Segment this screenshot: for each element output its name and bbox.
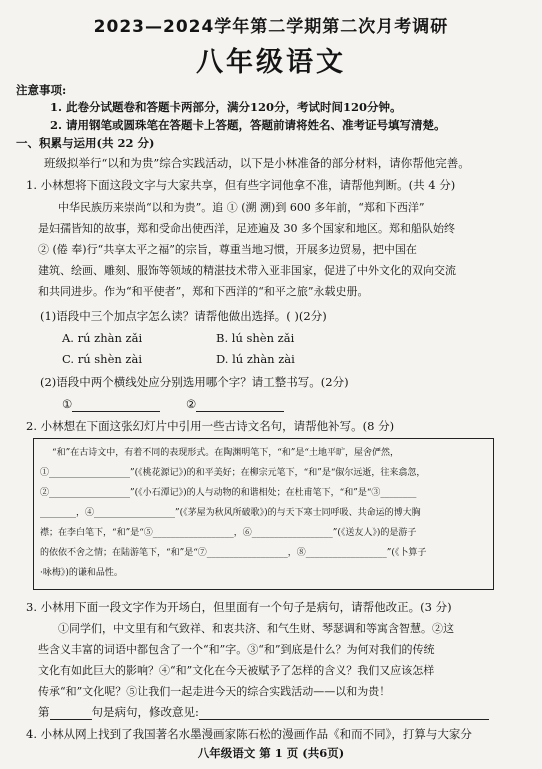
q1-passage-line: 中华民族历来崇尚“以和为贵”。追 ① (溯 溯)到 600 多年前，“郑和下西洋” (58, 201, 425, 214)
option-a[interactable]: A. rú zhàn zǎi (62, 331, 143, 345)
q3-answer-line[interactable] (38, 705, 489, 720)
q3-passage-line: ①同学们，中文里有和气致祥、和衷共济、和气生财、琴瑟调和等寓含智慧。②这 (58, 622, 454, 635)
section-intro: 班级拟举行“以和为贵”综合实践活动，以下是小林准备的部分材料，请你帮他完善。 (44, 156, 470, 170)
notes-item-1: 1. 此卷分试题卷和答题卡两部分，满分120分，考试时间120分钟。 (50, 100, 402, 114)
blank-line (72, 399, 160, 412)
slide-line: 的依依不舍之情；在陆游笔下，“和”是“⑦__________________，⑧__________________”(《卜算子 (40, 548, 427, 558)
notes-heading: 注意事项: (16, 83, 67, 97)
exam-title: 2023—2024学年第二学期第二次月考调研 (93, 17, 449, 37)
q1-sub2: (2)语段中两个横线处应分别选用哪个字？请工整书写。(2分) (40, 375, 349, 389)
subject-title: 八年级语文 (196, 47, 346, 78)
q1-stem: 1. 小林想将下面这段文字与大家共享，但有些字词他拿不准，请帮他判断。(共 4 分) (26, 178, 456, 192)
page-footer: 八年级语文 第 1 页 (共6页) (197, 746, 345, 760)
q1-sub1: (1)语段中三个加点字怎么读？请帮他做出选择。( )(2分) (40, 309, 327, 323)
q4-stem: 4. 小林从网上找到了我国著名水墨漫画家陈石松的漫画作品《和而不同》，打算与大家分 (26, 727, 472, 741)
slide-line: ·咏梅》)的谦和品性。 (40, 568, 123, 578)
option-b[interactable]: B. lú shèn zǎi (216, 331, 295, 345)
answer-blank-1[interactable] (62, 397, 160, 412)
answer-blank-2[interactable] (186, 397, 284, 412)
q3-answer-suffix: 句是病句，修改意见: (91, 705, 199, 719)
blank-2-label: ② (186, 397, 197, 411)
section-heading: 一、积累与运用(共 22 分) (16, 136, 155, 150)
q3-stem: 3. 小林用下面一段文字作为开场白，但里面有一个句子是病句，请帮他改正。(3 分) (26, 600, 452, 614)
slide-line: 襟；在李白笔下，“和”是“⑤__________________，⑥__________________”(《送友人》)的是游子 (40, 528, 417, 538)
q1-passage-line: ② (倦 奉)行“共享太平之福”的宗旨，尊重当地习惯，开展多边贸易，把中国在 (38, 243, 417, 256)
q3-passage-line: 些含义丰富的词语中都包含了一个“和”字。③“和”到底是什么？为何对我们的传统 (38, 643, 435, 656)
option-d[interactable]: D. lú zhàn zài (216, 352, 295, 366)
blank-line (199, 707, 489, 720)
blank-1-label: ① (62, 397, 73, 411)
q3-passage-line: 传承“和”文化呢？⑤让我们一起走进今天的综合实践活动——以和为贵！ (38, 685, 391, 698)
slide-line: ________，④__________________”(《茅屋为秋风所破歌》)的与天下寒士同呼吸、共命运的博大胸 (40, 508, 421, 518)
q3-answer-prefix: 第 (38, 705, 50, 719)
blank-line (50, 707, 92, 720)
q3-passage-line: 文化有如此巨大的影响？④“和”文化在今天被赋予了怎样的含义？我们又应该怎样 (38, 664, 435, 677)
blank-line (196, 399, 284, 412)
slide-line: “和”在古诗文中，有着不同的表现形式。在陶渊明笔下，“和”是“土地平旷，屋舍俨然， (52, 448, 400, 458)
slide-line: ①__________________”(《桃花源记》)的和平美好；在柳宗元笔下，“和”是“俶尔远逝，往来翕忽， (40, 468, 426, 478)
q2-stem: 2. 小林想在下面这张幻灯片中引用一些古诗文名句，请帮他补写。(8 分) (26, 419, 395, 433)
q1-passage-line: 是妇孺皆知的故事，郑和受命出使西洋，足迹遍及 30 多个国家和地区。郑和船队始终 (38, 222, 455, 235)
q1-passage-line: 建筑、绘画、雕刻、服饰等领域的精湛技术带入亚非国家，促进了中外文化的双向交流 (38, 264, 456, 277)
slide-line: ②__________________”(《小石潭记》)的人与动物的和谐相处；在杜甫笔下，“和”是“③________ (40, 488, 417, 498)
option-c[interactable]: C. rú shèn zài (62, 352, 143, 366)
notes-item-2: 2. 请用钢笔或圆珠笔在答题卡上答题，答题前请将姓名、准考证号填写清楚。 (50, 118, 446, 132)
q1-passage-line: 和共同进步。作为“和平使者”，郑和下西洋的“和平之旅”永载史册。 (38, 285, 369, 298)
